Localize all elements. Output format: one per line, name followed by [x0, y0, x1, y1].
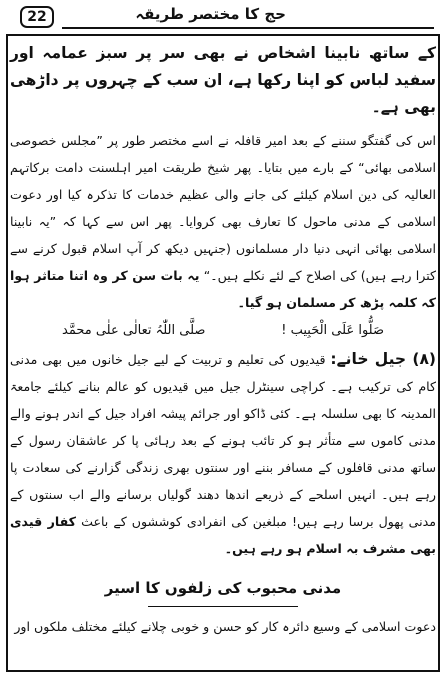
final-paragraph: دعوت اسلامی کے وسیع دائرہ کار کو حسن و خوبی چلانے کیلئے مختلف ملکوں اور	[14, 619, 436, 634]
paragraph-2-conclusion: یہ بات سن کر وہ اتنا متاثر ہوا کہ کلمہ پڑھ کر مسلمان ہو گیا۔	[10, 268, 436, 310]
paragraph-2	[10, 127, 436, 316]
section-8-title: (۸) جیل خانے:	[330, 350, 436, 368]
page-number: 22	[20, 6, 54, 28]
header-title: حج کا مختصر طریقہ	[131, 5, 290, 23]
durood-right: صَلُّوا عَلَى الْحَبِيب !	[281, 323, 384, 338]
body-text	[10, 40, 436, 640]
subheading: مدنی محبوب کی زلفوں کا اسیر	[104, 579, 342, 597]
subheading-underline	[148, 606, 298, 607]
section-8-body: قیدیوں کی تعلیم و تربیت کے لیے جیل خانوں میں بھی مدنی کام کی ترکیب ہے۔ کراچی سینٹرل جیل میں قیدیوں کو عالم بنانے کیلئے جامعۃ المدینہ کا بھی سلسلہ ہے۔ کئی ڈاکو اور جرائم پیشہ افراد جیل کے اندر ہونے والے مدنی کاموں سے متأثر ہو کر تائب ہونے کے بعد رہائی پا کر عاشقان رسول کے ساتھ مدنی قافلوں کے مسافر بننے اور سنتوں بھری زندگی گزارنے کی سعادت پا رہے ہیں۔ انہیں اسلحے کے ذریعے اندھا دھند گولیاں برسانے والے اب سنتوں کے مدنی پھول برسا رہے ہیں! مبلغین کی انفرادی کوششوں کے باعث	[10, 352, 436, 529]
header-rule	[62, 27, 434, 29]
durood-left: صلَّی اللّٰہُ تعالٰی علٰی محمَّد	[62, 323, 206, 338]
durood-line	[10, 316, 436, 346]
section-8-end: کفار قیدی بھی مشرف بہ اسلام ہو رہے ہیں۔	[10, 514, 436, 556]
paragraph-1: کے ساتھ نابینا اشخاص نے بھی سر پر سبز عمامہ اور سفید لباس کو اپنا رکھا ہے، ان سب کے چہروں پر داڑھی بھی ہے۔	[10, 44, 436, 116]
section-8	[10, 346, 436, 562]
running-header	[6, 3, 440, 33]
paragraph-2-text: اس کی گفتگو سننے کے بعد امیر قافلہ نے اسے مختصر طور پر ”مجلس خصوصی اسلامی بھائی“ کے بارے میں بتایا۔ پھر شیخ طریقت امیر اہلسنت دامت برکاتہم العالیہ کی دین اسلام کیلئے کی جانے والی عظیم خدمات کا تذکرہ کیا اور دعوت اسلامی کے مدنی ماحول کا تعارف بھی کروایا۔ پھر اس سے کہا کہ ”یہ نابینا اسلامی بھائی انہی دنیا دار مسلمانوں (جنہیں دیکھ کر آپ اسلام قبول کرنے سے کترا رہے ہیں) کی اصلاح کے لئے نکلے ہیں۔“	[10, 133, 436, 283]
